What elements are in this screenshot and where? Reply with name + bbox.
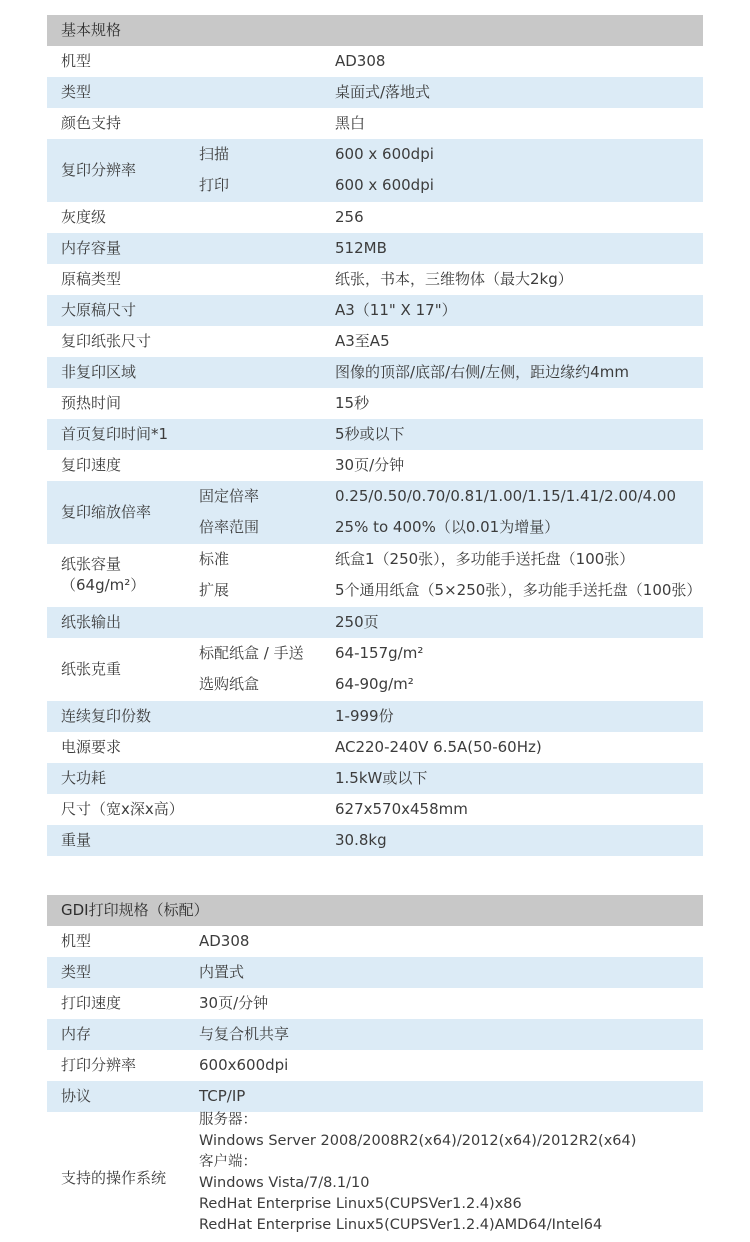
row-value: 0.25/0.50/0.70/0.81/1.00/1.15/1.41/2.00/4.00 [335,487,677,505]
row-values [335,544,701,606]
section-header: GDI打印规格（标配） [47,895,703,926]
os-list [199,1110,636,1236]
row-sublabels [199,139,229,201]
row-sublabel: 选购纸盒 [199,675,260,693]
row-value: 600 x 600dpi [335,176,434,194]
row-values [335,607,379,638]
row-values [335,450,404,481]
row-label: 电源要求 [61,738,122,756]
spec-row [47,139,703,202]
os-line: 服务器： [199,1112,257,1128]
os-line: Windows Server 2008/2008R2(x64)/2012(x64)/2012R2(x64) [199,1133,637,1149]
gdi-spec-section [47,895,703,1242]
row-values [335,388,369,419]
os-line: Windows Vista/7/8.1/10 [199,1175,370,1191]
row-values [335,481,676,543]
row-values [335,763,427,794]
row-value: AD308 [199,932,250,950]
row-values [335,732,542,763]
spec-row [47,825,703,856]
basic-spec-section [47,15,703,856]
row-sublabel: 扩展 [199,581,230,599]
row-value: TCP/IP [199,1087,246,1105]
os-line: RedHat Enterprise Linux5(CUPSVer1.2.4)x86 [199,1196,522,1212]
row-values [335,825,387,856]
row-label: 预热时间 [61,394,122,412]
row-values [335,357,629,388]
row-value: 5秒或以下 [335,425,405,443]
row-label-line: （64g/m²） [61,576,146,594]
spec-row [47,544,703,607]
os-line: RedHat Enterprise Linux5(CUPSVer1.2.4)AMD64/Intel64 [199,1217,603,1233]
row-label: 类型 [61,83,92,101]
gdi-row [47,988,703,1019]
spec-row [47,326,703,357]
row-label: 大原稿尺寸 [61,301,137,319]
row-sublabels [199,481,259,543]
row-values [335,139,434,201]
spec-row [47,701,703,732]
row-label: 内存 [61,1025,92,1043]
row-label: 复印速度 [61,456,122,474]
spec-row [47,607,703,638]
row-values [335,295,457,326]
row-values [335,77,430,108]
spec-row [47,794,703,825]
row-sublabel: 标准 [199,550,230,568]
spec-row [47,481,703,544]
spec-row [47,202,703,233]
spec-row [47,419,703,450]
row-label: 内存容量 [61,239,122,257]
spec-row [47,388,703,419]
row-value: AC220-240V 6.5A(50-60Hz) [335,738,542,756]
row-value: 64-157g/m² [335,644,424,662]
row-label: 纸张输出 [61,613,122,631]
row-value: 纸张，书本，三维物体（最大2kg） [335,270,573,288]
row-values [335,202,364,233]
spec-row [47,638,703,701]
row-value: 256 [335,208,364,226]
row-label-line: 纸张容量 [61,555,122,573]
row-values [335,701,394,732]
row-sublabel: 打印 [199,176,230,194]
row-value: 图像的顶部/底部/右侧/左侧，距边缘约4mm [335,363,629,381]
row-label: 协议 [61,1087,92,1105]
row-label: 颜色支持 [61,114,122,132]
row-value: 纸盒1（250张），多功能手送托盘（100张） [335,550,635,568]
spec-row [47,108,703,139]
row-sublabel: 固定倍率 [199,487,260,505]
spec-row [47,732,703,763]
row-value: 25% to 400%（以0.01为增量） [335,518,560,536]
spec-row [47,450,703,481]
row-label: 复印纸张尺寸 [61,332,152,350]
spec-row [47,77,703,108]
row-value: 627x570x458mm [335,800,468,818]
row-sublabel: 扫描 [199,145,230,163]
row-value: 512MB [335,239,387,257]
row-value: 内置式 [199,963,245,981]
row-label: 大功耗 [61,769,107,787]
row-value: A3（11" X 17"） [335,301,457,319]
spec-row [47,295,703,326]
row-label: 类型 [61,963,92,981]
row-label: 复印缩放倍率 [61,502,152,521]
row-values [335,419,405,450]
row-label [61,554,145,596]
gdi-row [47,926,703,957]
row-values [335,264,573,295]
row-label: 机型 [61,52,92,70]
row-values [335,108,365,139]
row-value: 64-90g/m² [335,675,414,693]
row-value: A3至A5 [335,332,390,350]
row-label: 重量 [61,831,92,849]
row-sublabels [199,638,304,700]
row-value: 与复合机共享 [199,1025,290,1043]
row-value: 600x600dpi [199,1056,289,1074]
row-label: 尺寸（宽x深x高） [61,800,184,818]
row-value: 30.8kg [335,831,387,849]
row-values [335,326,390,357]
row-label: 机型 [61,932,92,950]
row-value: 桌面式/落地式 [335,83,431,101]
gdi-row [47,1019,703,1050]
row-label: 打印速度 [61,994,122,1012]
row-value: 15秒 [335,394,370,412]
spec-table [47,46,703,856]
row-value: 1-999份 [335,707,394,725]
gdi-row [47,1081,703,1112]
row-values [335,46,385,77]
row-value: 250页 [335,613,379,631]
spec-row [47,233,703,264]
row-values [335,794,468,825]
row-label: 支持的操作系统 [61,1169,167,1187]
row-value: 30页/分钟 [199,994,269,1012]
spec-row [47,46,703,77]
row-label: 连续复印份数 [61,707,152,725]
gdi-row [47,957,703,988]
row-sublabels [199,544,229,606]
row-label: 复印分辨率 [61,160,137,179]
row-label: 纸张克重 [61,659,122,678]
spec-row [47,264,703,295]
gdi-table [47,926,703,1112]
row-values [335,638,423,700]
row-label: 打印分辨率 [61,1056,137,1074]
row-values [335,233,387,264]
row-value: 30页/分钟 [335,456,405,474]
row-label: 首页复印时间*1 [61,425,169,443]
row-value: 5个通用纸盒（5×250张），多功能手送托盘（100张） [335,581,702,599]
row-label: 非复印区域 [61,363,137,381]
row-label: 原稿类型 [61,270,122,288]
os-row [47,1112,703,1242]
row-value: 1.5kW或以下 [335,769,428,787]
row-sublabel: 倍率范围 [199,518,260,536]
row-value: 黑白 [335,114,366,132]
gdi-row [47,1050,703,1081]
spec-row [47,763,703,794]
os-line: 客户端： [199,1154,257,1170]
row-value: 600 x 600dpi [335,145,434,163]
spec-row [47,357,703,388]
row-value: AD308 [335,52,386,70]
row-label: 灰度级 [61,208,107,226]
section-header: 基本规格 [47,15,703,46]
row-sublabel: 标配纸盒 / 手送 [199,644,304,662]
